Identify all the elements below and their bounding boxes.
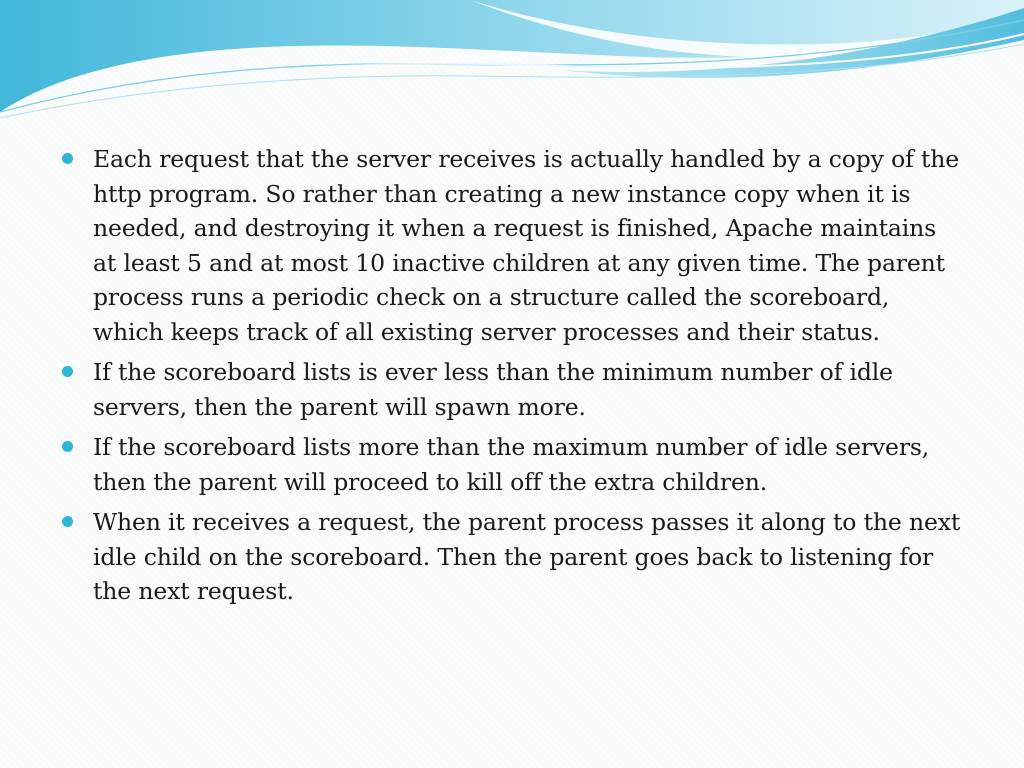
bullet-dot-icon xyxy=(62,516,73,527)
bullet-text: If the scoreboard lists more than the maximum number of idle servers, then the parent will proceed to kill off the extra children. xyxy=(93,433,930,496)
bullet-text: Each request that the server receives is actually handled by a copy of the http program. So rather than creating a new instance copy when it is needed, and destroying it when a request is finished, Apache maintains at least 5 and at most 10 inactive children at any given time. The parent process runs a periodic check on a structure called the scoreboard, which keeps track of all existing server processes and their status. xyxy=(93,145,960,346)
bullet-item xyxy=(62,430,962,499)
bullet-list xyxy=(62,142,962,615)
bullet-text: When it receives a request, the parent process passes it along to the next idle child on the scoreboard. Then the parent goes back to listening for the next request. xyxy=(93,508,961,605)
bullet-dot-icon xyxy=(62,153,73,164)
bullet-item xyxy=(62,142,962,349)
bullet-text: If the scoreboard lists is ever less than the minimum number of idle servers, then the parent will spawn more. xyxy=(93,358,893,421)
header-wave-decoration xyxy=(0,0,1024,130)
bullet-item xyxy=(62,505,962,609)
bullet-item xyxy=(62,355,962,424)
bullet-dot-icon xyxy=(62,441,73,452)
bullet-dot-icon xyxy=(62,366,73,377)
